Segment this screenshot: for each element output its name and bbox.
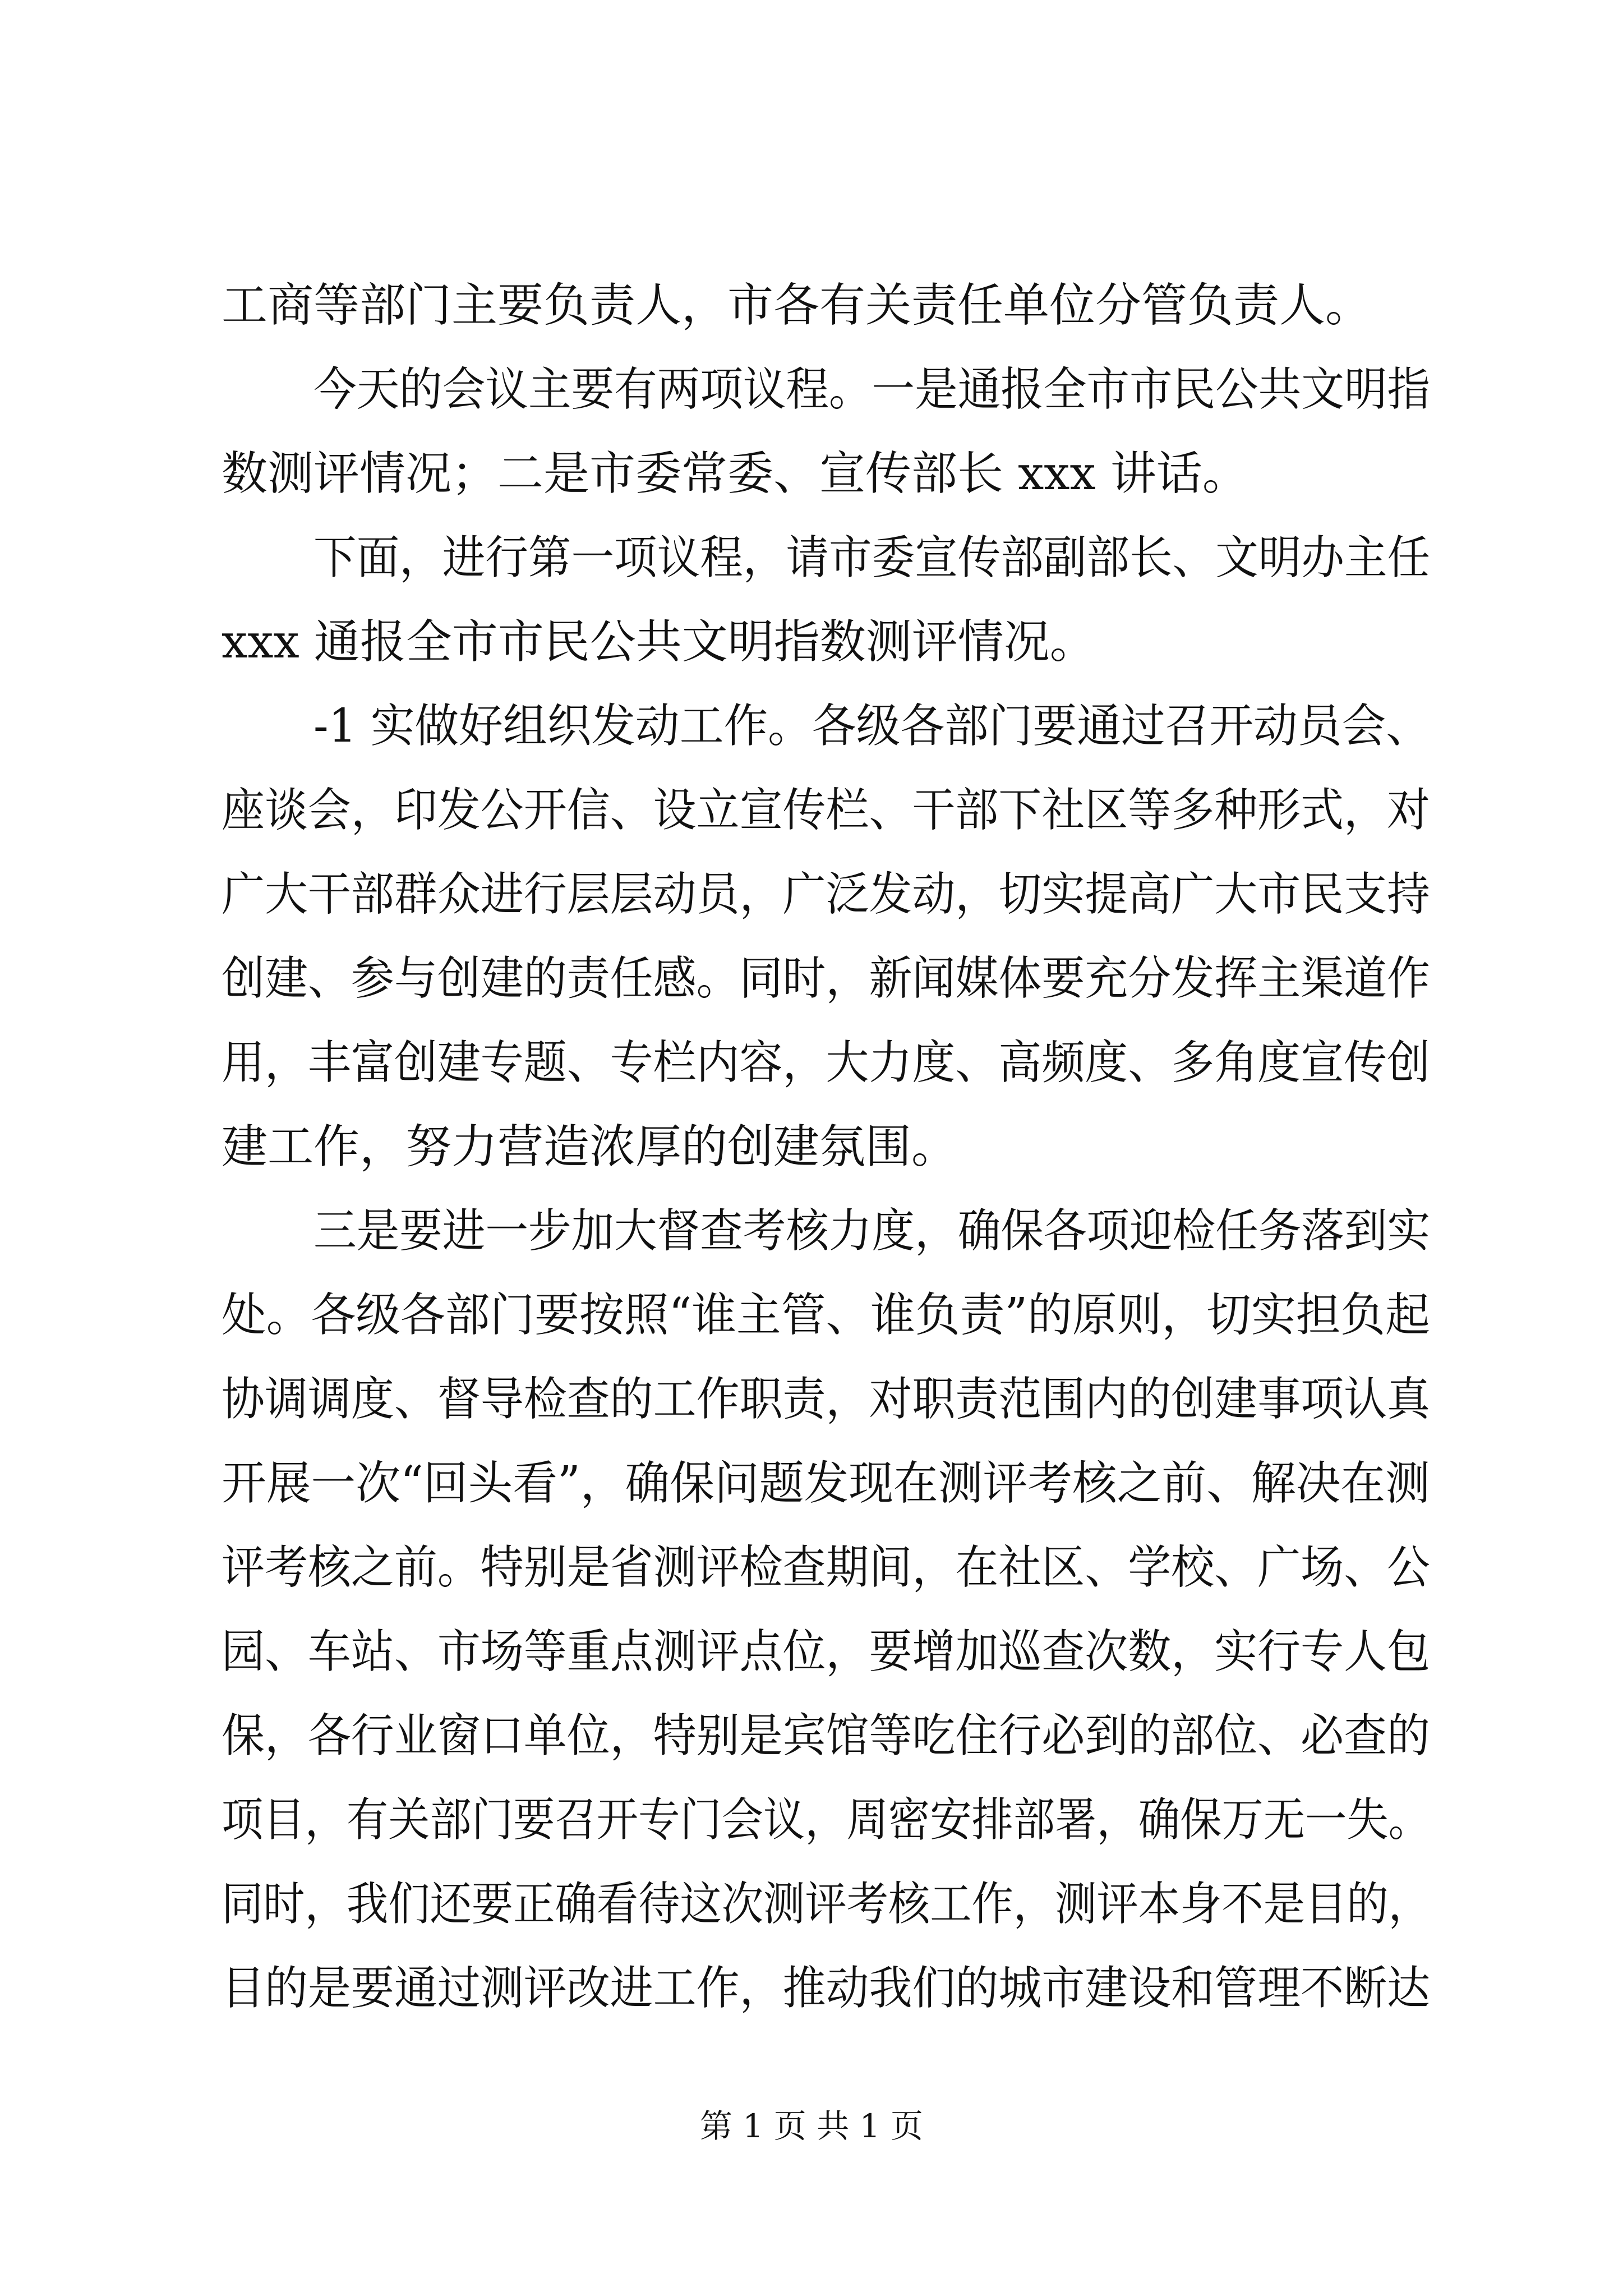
- text-line: 广大干部群众进行层层动员，广泛发动，切实提高广大市民支持: [222, 868, 1431, 921]
- text-line: 今天的会议主要有两项议程。一是通报全市市民公共文明指: [313, 363, 1431, 416]
- text-line: 工商等部门主要负责人，市各有关责任单位分管负责人。: [222, 279, 1372, 332]
- text-line: 三是要进一步加大督查考核力度，确保各项迎检任务落到实: [313, 1204, 1431, 1258]
- text-line: 建工作，努力营造浓厚的创建氛围。: [222, 1120, 958, 1174]
- page-footer: 第 1 页 共 1 页: [700, 2107, 923, 2145]
- text-line: 保，各行业窗口单位，特别是宾馆等吃住行必到的部位、必查的: [222, 1709, 1431, 1763]
- text-line: 下面，进行第一项议程，请市委宣传部副部长、文明办主任: [313, 531, 1431, 585]
- text-line: -1 实做好组织发动工作。各级各部门要通过召开动员会、: [313, 700, 1430, 753]
- text-line: 用，丰富创建专题、专栏内容，大力度、高频度、多角度宣传创: [222, 1036, 1431, 1089]
- text-line: 项目，有关部门要召开专门会议，周密安排部署，确保万无一失。: [222, 1793, 1430, 1847]
- text-line: 数测评情况；二是市委常委、宣传部长 xxx 讲话。: [222, 447, 1248, 500]
- text-line: 创建、参与创建的责任感。同时，新闻媒体要充分发挥主渠道作: [222, 952, 1431, 1005]
- text-line: 处。各级各部门要按照“谁主管、谁负责”的原则，切实担负起: [222, 1289, 1430, 1342]
- text-line: 园、车站、市场等重点测评点位，要增加巡查次数，实行专人包: [222, 1625, 1431, 1678]
- text-line: 评考核之前。特别是省测评检查期间，在社区、学校、广场、公: [222, 1541, 1431, 1594]
- text-line: 开展一次“回头看”，确保问题发现在测评考核之前、解决在测: [222, 1457, 1430, 1510]
- text-line: 座谈会，印发公开信、设立宣传栏、干部下社区等多种形式，对: [222, 784, 1431, 837]
- text-line: 协调调度、督导检查的工作职责，对职责范围内的创建事项认真: [222, 1373, 1431, 1426]
- text-line: 同时，我们还要正确看待这次测评考核工作，测评本身不是目的，: [222, 1878, 1430, 1931]
- text-line: xxx 通报全市市民公共文明指数测评情况。: [222, 615, 1096, 669]
- text-line: 目的是要通过测评改进工作，推动我们的城市建设和管理不断达: [222, 1962, 1431, 2015]
